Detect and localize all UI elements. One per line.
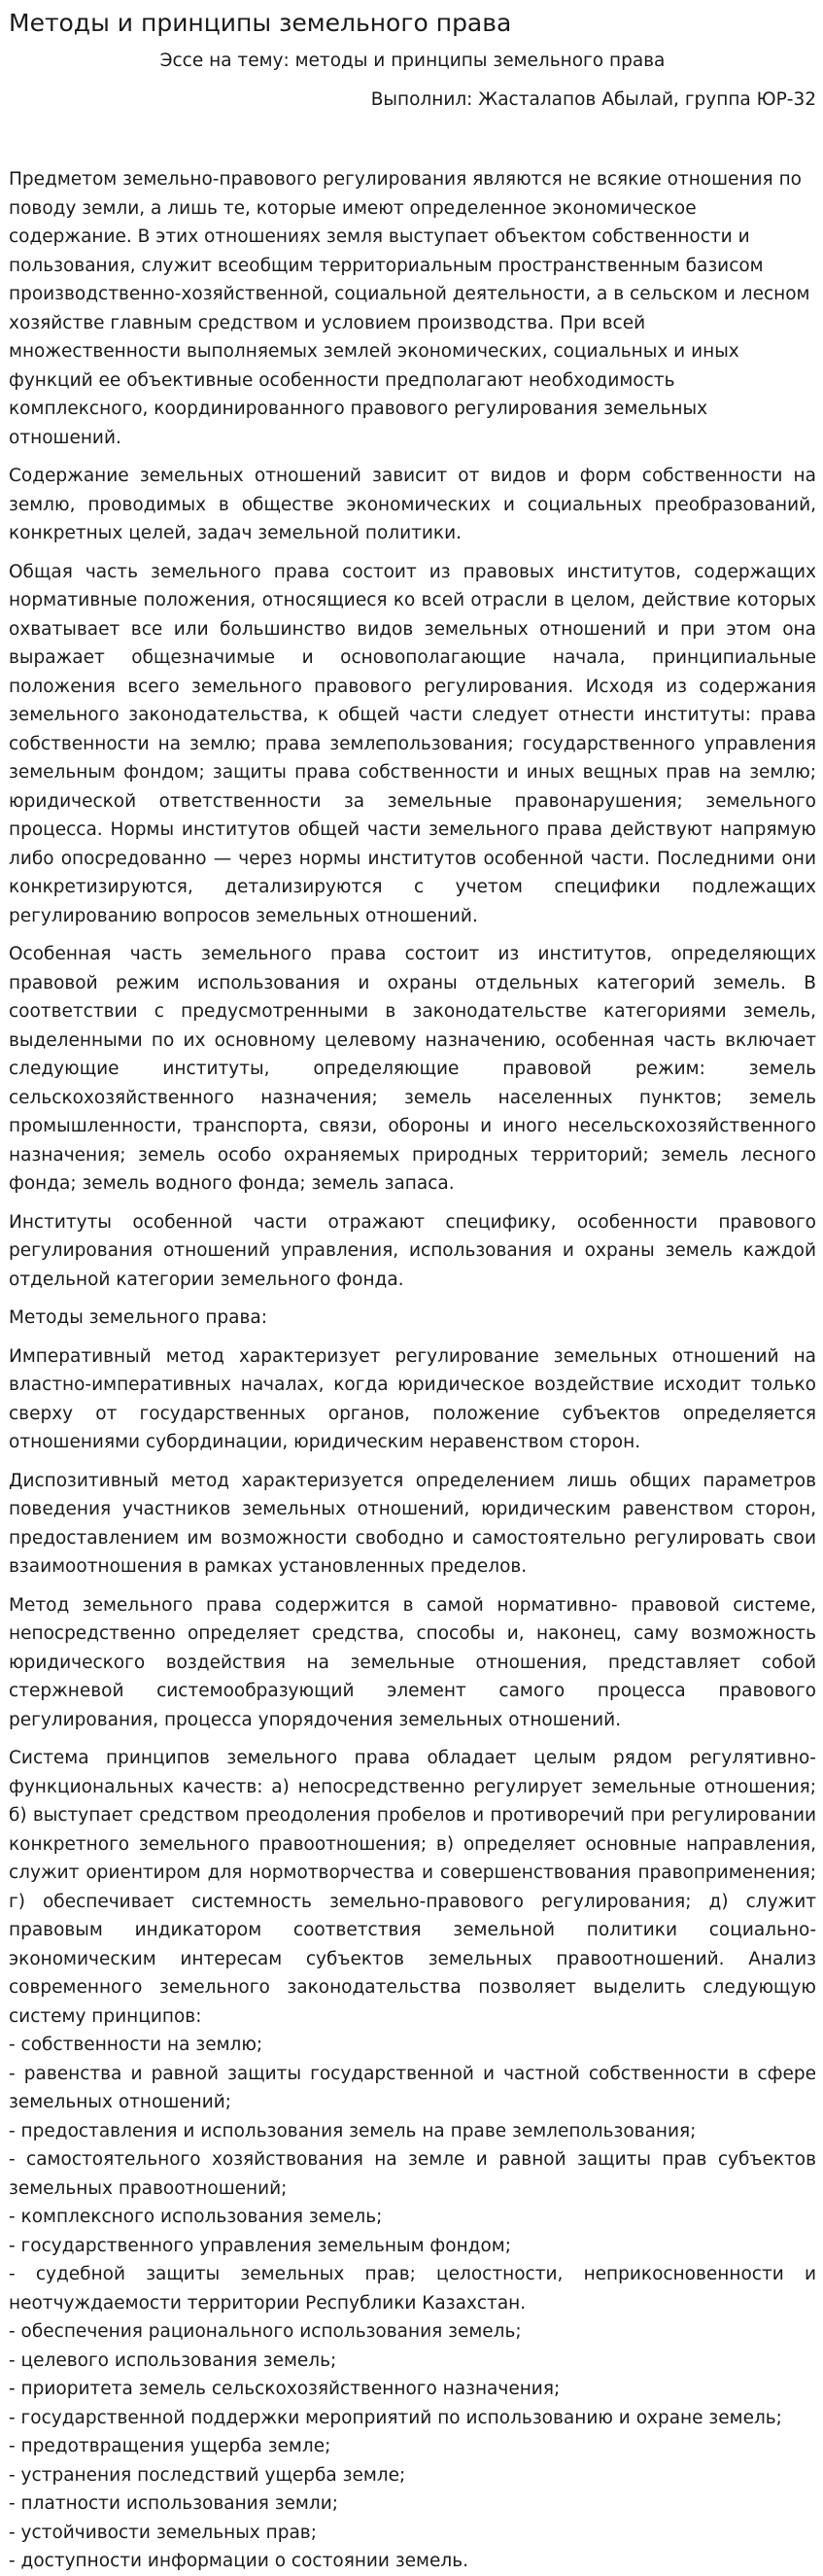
paragraph-special-part: Особенная часть земельного права состоит из институтов, определяющих правовой режим использования и охраны отдельных категорий земель. В соответствии с предусмотренными в законодательстве категориями земель, выделенными по их основному целевому назначению, особенная часть включает следующие институты, определяющие правовой режим: земель сельскохозяйственного назначения; земель населенных пунктов; земель промышленности, транспорта, связи, обороны и иного несельскохозяйственного назначения; земель особо охраняемых природных территорий; земель лесного фонда; земель водного фонда; земель запаса. (9, 944, 816, 1194)
paragraph-dispositive-method: Диспозитивный метод характеризуется определением лишь общих параметров поведения участников земельных отношений, юридическим равенством сторон, предоставлением им возможности свободно и самостоятельно регулировать свои взаимоотношения в рамках установленных пределов. (9, 1470, 816, 1577)
list-item: - обеспечения рационального использования земель; (9, 2321, 522, 2342)
paragraph-general-part: Общая часть земельного права состоит из правовых институтов, содержащих нормативные положения, относящиеся ко всей отрасли в целом, действие которых охватывает все или большинство видов земельных отношений и при этом она выражает общезначимые и основополагающие начала, принципиальные положения всего земельного правового регулирования. Исходя из содержания земельного законодательства, к общей части следует отнести институты: права собственности на землю; права землепользования; государственного управления земельным фондом; защиты права собственности и иных вещных прав на землю; юридической ответственности за земельные правонарушения; земельного процесса. Нормы институтов общей части земельного права действуют напрямую либо опосредованно — через нормы институтов особенной части. Последними они конкретизируются, детализируются с учетом специфики подлежащих регулированию вопросов земельных отношений. (9, 561, 816, 926)
list-item: - предоставления и использования земель на праве землепользования; (9, 2120, 697, 2141)
list-item: - устранения последствий ущерба земле; (9, 2464, 406, 2486)
document-title: Методы и принципы земельного права (9, 9, 512, 37)
paragraph-institutes: Институты особенной части отражают специфику, особенности правового регулирования отношений управления, использования и охраны земель каждой отдельной категории земельного фонда. (9, 1211, 816, 1290)
essay-subtitle: Эссе на тему: методы и принципы земельного права (159, 51, 666, 71)
paragraph-imperative-method: Императивный метод характеризует регулирование земельных отношений на властно-императивных началах, когда юридическое воздействие исходит только сверху от государственных органов, положение субъектов определяется отношениями субординации, юридическим неравенством сторон. (9, 1345, 816, 1452)
list-item: - предотвращения ущерба земле; (9, 2436, 331, 2456)
document-page (9, 0, 816, 2576)
paragraph-method: Метод земельного права содержится в самой нормативно- правовой системе, непосредственно определяет средства, способы и, наконец, саму возможность юридического воздействия на земельные отношения, представляет собой стержневой системообразующий элемент самого процесса правового регулирования, процесса упорядочения земельных отношений. (9, 1594, 816, 1730)
list-item: - устойчивости земельных прав; (9, 2522, 317, 2543)
list-item: - платности использования земли; (9, 2493, 338, 2514)
author-line: Выполнил: Жасталапов Абылай, группа ЮР-32 (370, 89, 816, 110)
list-item: - доступности информации о состоянии земель. (9, 2551, 469, 2571)
paragraph-principles-system: Система принципов земельного права обладает целым рядом регулятивно-функциональных качеств: а) непосредственно регулирует земельные отношения; б) выступает средством преодоления пробелов и противоречий при регулировании конкретного земельного правоотношения; в) определяет основные направления, служит ориентиром для нормотворчества и совершенствования правоприменения; г) обеспечивает системность земельно-правового регулирования; д) служит правовым индикатором соответствия земельной политики социально-экономическим интересам субъектов земельных правоотношений. Анализ современного земельного законодательства позволяет выделить следующую систему принципов: (9, 1748, 816, 2027)
list-item: - государственного управления земельным фондом; (9, 2235, 511, 2256)
list-item: - приоритета земель сельскохозяйственного назначения; (9, 2379, 561, 2399)
list-item: - самостоятельного хозяйствования на земле и равной защиты прав субъектов земельных правоотношений; (9, 2149, 816, 2199)
methods-heading: Методы земельного права: (9, 1307, 267, 1328)
paragraph-content: Содержание земельных отношений зависит от видов и форм собственности на землю, проводимых в обществе экономических и социальных преобразований, конкретных целей, задач земельной политики. (9, 466, 816, 543)
principles-list (9, 2031, 816, 2576)
spacer (9, 115, 816, 165)
list-item: - комплексного использования земель; (9, 2207, 383, 2227)
list-item: - равенства и равной защиты государственной и частной собственности в сфере земельных отношений; (9, 2063, 816, 2112)
list-item: - целевого использования земель; (9, 2350, 337, 2371)
list-item: - собственности на землю; (9, 2035, 263, 2055)
paragraph-subject: Предметом земельно-правового регулирования являются не всякие отношения по поводу земли, а лишь те, которые имеют определенное экономическое содержание. В этих отношениях земля выступает объектом собственности и пользования, служит всеобщим территориальным пространственным базисом производственно-хозяйственной, социальной деятельности, а в сельском и лесном хозяйстве главным средством и условием производства. При всей множественности выполняемых землей экономических, социальных и иных функций ее объективные особенности предполагают необходимость комплексного, координированного правового регулирования земельных отношений. (9, 169, 810, 448)
list-item: - судебной защиты земельных прав; целостности, неприкосновенности и неотчуждаемости территории Республики Казахстан. (9, 2264, 816, 2314)
list-item: - государственной поддержки мероприятий по использованию и охране земель; (9, 2407, 782, 2428)
